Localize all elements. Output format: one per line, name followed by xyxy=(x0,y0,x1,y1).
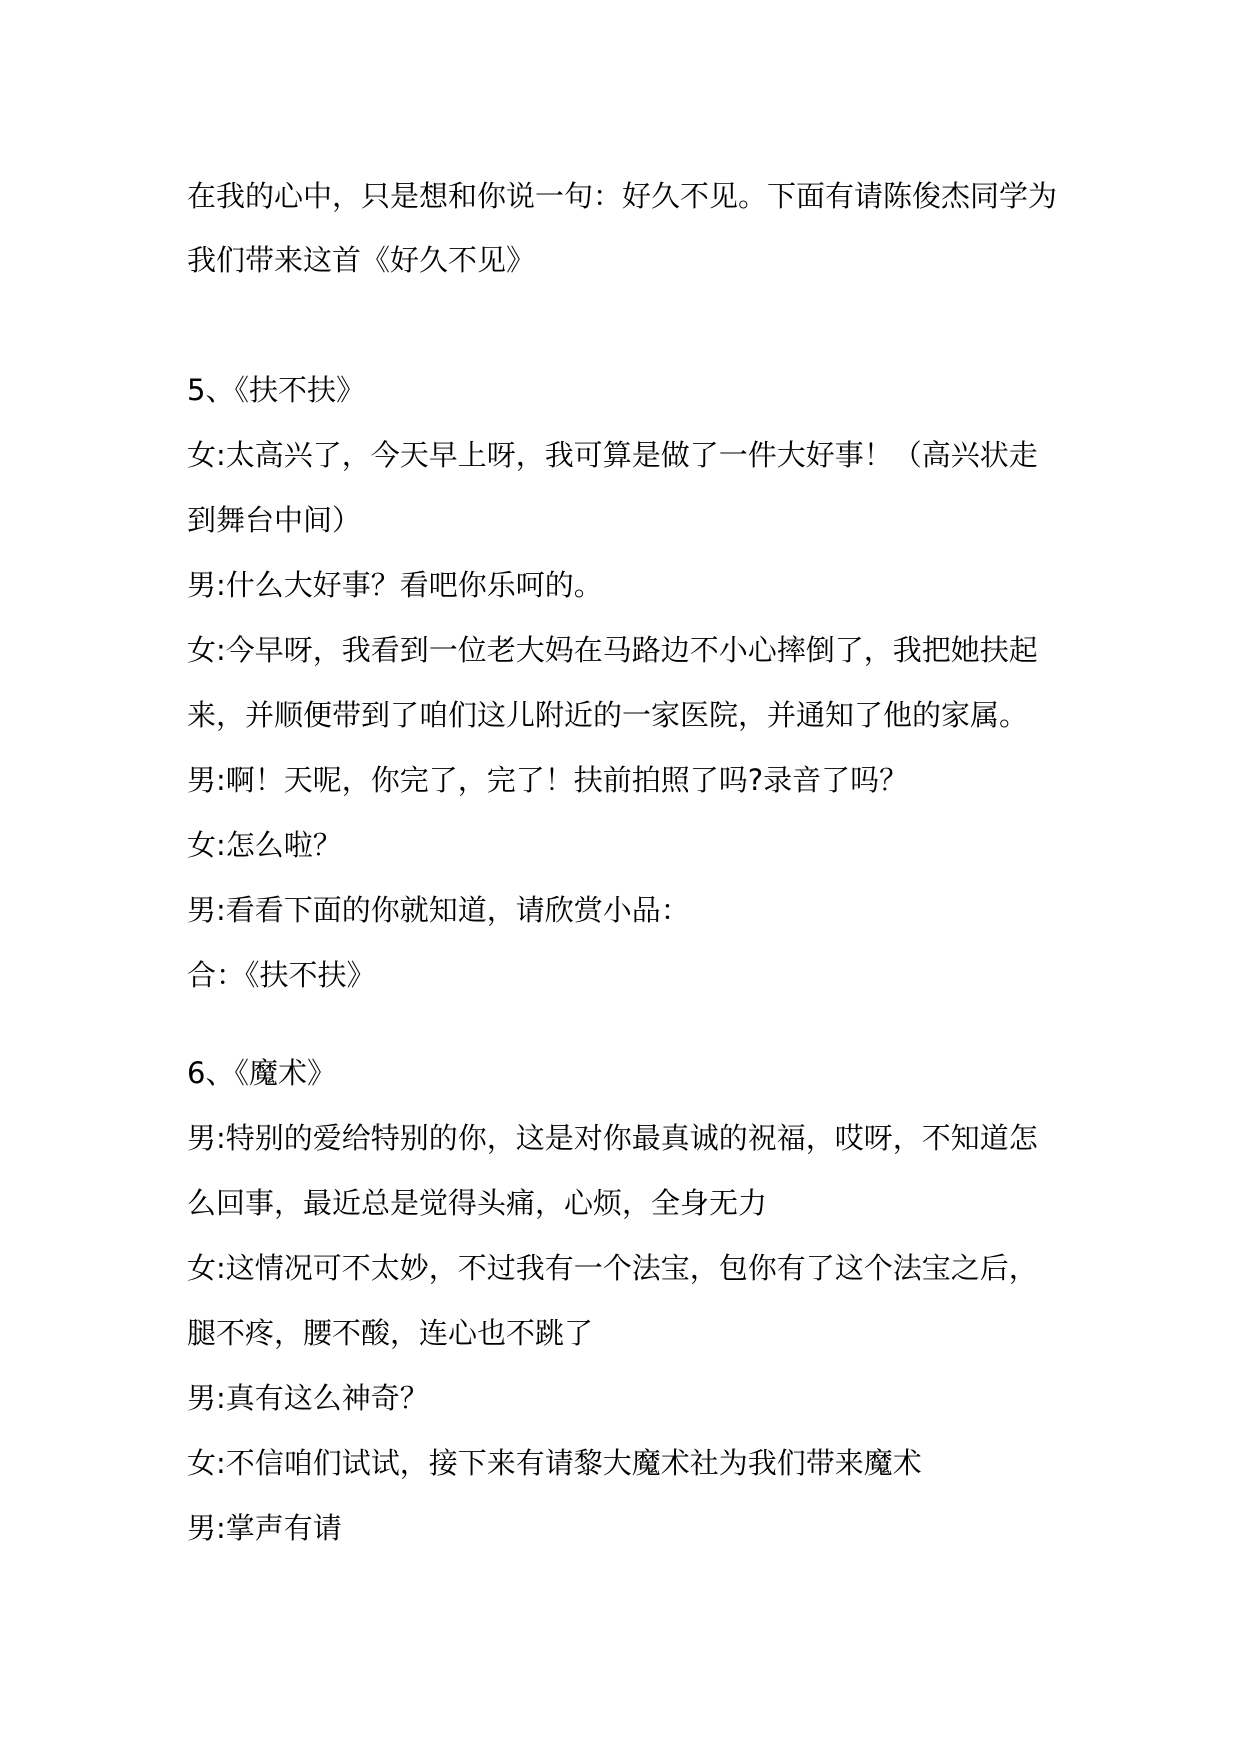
section-6-line-3: 女:这情况可不太妙，不过我有一个法宝，包你有了这个法宝之后， xyxy=(187,1251,1038,1285)
section-6-line-6: 女:不信咱们试试，接下来有请黎大魔术社为我们带来魔术 xyxy=(187,1446,922,1480)
section-5-line-5: 来，并顺便带到了咱们这儿附近的一家医院，并通知了他的家属。 xyxy=(187,698,1029,732)
section-6-line-5: 男:真有这么神奇？ xyxy=(187,1381,429,1415)
section-5-line-8: 男:看看下面的你就知道，请欣赏小品： xyxy=(187,893,690,927)
section-5-line-4: 女:今早呀，我看到一位老大妈在马路边不小心摔倒了，我把她扶起 xyxy=(187,633,1038,667)
section-6-line-1: 男:特别的爱给特别的你，这是对你最真诚的祝福，哎呀，不知道怎 xyxy=(187,1121,1038,1155)
intro-line-1: 在我的心中，只是想和你说一句：好久不见。下面有请陈俊杰同学为 xyxy=(187,179,1058,213)
section-6-line-7: 男:掌声有请 xyxy=(187,1511,342,1545)
intro-line-2: 我们带来这首《好久不见》 xyxy=(187,243,536,277)
section-6-line-2: 么回事，最近总是觉得头痛，心烦，全身无力 xyxy=(187,1186,768,1220)
section-5-heading: 5、《扶不扶》 xyxy=(187,373,365,407)
section-6-line-4: 腿不疼，腰不酸，连心也不跳了 xyxy=(187,1316,594,1350)
section-5-line-1: 女:太高兴了，今天早上呀，我可算是做了一件大好事！（高兴状走 xyxy=(187,438,1038,472)
section-5-line-2: 到舞台中间） xyxy=(187,503,362,537)
section-6-heading: 6、《魔术》 xyxy=(187,1056,336,1090)
section-5-line-6: 男:啊！天呢，你完了，完了！扶前拍照了吗?录音了吗？ xyxy=(187,763,909,797)
section-5-line-9: 合：《扶不扶》 xyxy=(187,958,376,992)
section-5-line-7: 女:怎么啦？ xyxy=(187,828,342,862)
section-5-line-3: 男:什么大好事？看吧你乐呵的。 xyxy=(187,568,603,602)
